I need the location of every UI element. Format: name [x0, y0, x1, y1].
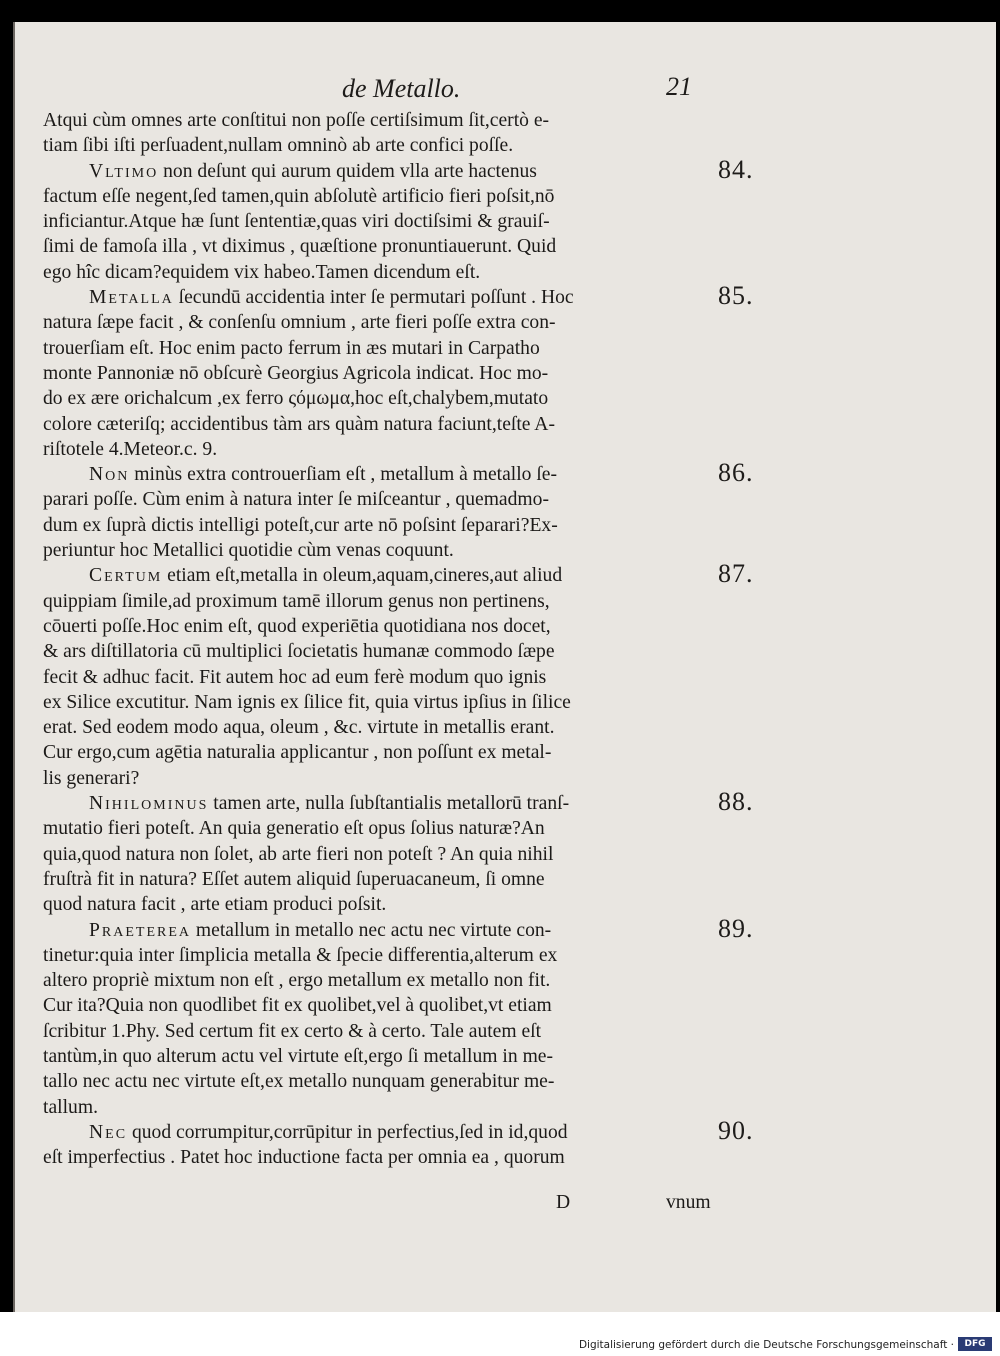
- line-text: tiam ſibi iſti perſuadent,nullam omninò ab arte confici poſſe.: [43, 135, 514, 157]
- line-text: parari poſſe. Cùm enim à natura inter ſe miſceantur , quemadmo-: [43, 489, 549, 511]
- body-text: [43, 108, 723, 1170]
- text-line: [43, 867, 723, 892]
- line-text: tamen arte, nulla ſubſtantialis metallorū tranſ-: [208, 793, 570, 815]
- line-text: inficiantur.Atque hæ ſunt ſententiæ,quas viri doctiſsimi & grauiſ-: [43, 211, 550, 233]
- line-text: etiam eſt,metalla in oleum,aquam,cineres,aut aliud: [162, 565, 563, 587]
- line-text: monte Pannoniæ nō obſcurè Georgius Agricola indicat. Hoc mo-: [43, 362, 549, 384]
- line-text: dum ex ſuprà dictis intelligi poteſt,cur arte nō poſsint ſeparari?Ex-: [43, 514, 558, 536]
- paragraph: [43, 108, 723, 159]
- running-head: de Metallo.: [342, 74, 461, 103]
- line-text: erat. Sed eodem modo aqua, oleum , &c. virtute in metallis erant.: [43, 717, 555, 739]
- paragraph-lead-word: Nihilominus: [89, 793, 209, 815]
- line-text: ex Silice excutitur. Nam ignis ex ſilice fit, quia virtus ipſius in ſilice: [43, 691, 571, 713]
- signature-mark: D: [556, 1192, 571, 1213]
- paragraph-number: 90.: [718, 1116, 754, 1145]
- paragraph-number: 86.: [718, 458, 754, 488]
- text-line: [43, 791, 723, 816]
- text-line: [43, 1145, 723, 1170]
- text-line: [43, 715, 723, 740]
- line-text: metallum in metallo nec actu nec virtute con-: [191, 919, 552, 941]
- line-text: tallo nec actu nec virtute eſt,ex metallo nunquam generabitur me-: [43, 1071, 555, 1093]
- text-line: [43, 361, 723, 386]
- line-text: fecit & adhuc facit. Fit autem hoc ad eum ferè modum quo ignis: [43, 666, 547, 688]
- paragraph-lead-word: Certum: [89, 565, 163, 587]
- line-text: ſecundū accidentia inter ſe permutari poſſunt . Hoc: [173, 287, 574, 309]
- text-line: [43, 1044, 723, 1069]
- line-text: eſt imperfectius . Patet hoc inductione facta per omnia ea , quorum: [43, 1147, 565, 1169]
- line-text: riſtotele 4.Meteor.c. 9.: [43, 438, 218, 460]
- text-line: [43, 918, 723, 943]
- line-text: Cur ergo,cum agētia naturalia applicantur , non poſſunt ex metal-: [43, 742, 552, 764]
- text-line: [43, 1120, 723, 1145]
- paragraph: [43, 462, 723, 563]
- paragraph-lead-word: Metalla: [89, 287, 174, 309]
- paragraph-lead-word: Nec: [89, 1121, 128, 1143]
- line-text: colore cæteriſq; accidentibus tàm ars quàm natura faciunt,teſte A-: [43, 413, 555, 435]
- paragraph: [43, 1120, 723, 1171]
- paragraph-number: 87.: [718, 559, 754, 589]
- text-line: [43, 1069, 723, 1094]
- text-line: [43, 740, 723, 765]
- funding-credit: Digitalisierung gefördert durch die Deutsche Forschungsgemeinschaft ·: [578, 1339, 954, 1351]
- text-line: [43, 310, 723, 335]
- line-text: lis generari?: [43, 767, 140, 789]
- line-text: mutatio fieri poteſt. An quia generatio eſt opus ſolius naturæ?An: [43, 818, 545, 840]
- line-text: natura ſæpe facit , & conſenſu omnium , arte fieri poſſe extra con-: [43, 312, 556, 334]
- line-text: ego hîc dicam?equidem vix habeo.Tamen dicendum eſt.: [43, 261, 481, 283]
- text-line: [43, 1095, 723, 1120]
- paragraph: [43, 791, 723, 917]
- text-line: [43, 892, 723, 917]
- text-line: [43, 943, 723, 968]
- paragraph-lead-word: Non: [89, 464, 130, 486]
- text-line: [43, 336, 723, 361]
- text-line: [43, 1019, 723, 1044]
- text-line: [43, 563, 723, 588]
- paragraph: [43, 918, 723, 1120]
- paragraph: [43, 159, 723, 285]
- text-line: [43, 462, 723, 487]
- line-text: Cur ita?Quia non quodlibet fit ex quolibet,vel à quolibet,vt etiam: [43, 995, 552, 1017]
- paragraph-number: 84.: [718, 154, 754, 184]
- line-text: trouerſiam eſt. Hoc enim pacto ferrum in æs mutari in Carpatho: [43, 337, 540, 359]
- text-line: [43, 665, 723, 690]
- line-text: quod natura facit , arte etiam produci poſsit.: [43, 894, 387, 916]
- paragraph-lead-word: Vltimo: [89, 160, 159, 182]
- paragraph: [43, 563, 723, 791]
- line-text: quod corrumpitur,corrūpitur in perfectius,ſed in id,quod: [127, 1121, 568, 1143]
- text-line: [43, 816, 723, 841]
- line-text: fruſtrà fit in natura? Eſſet autem aliquid ſuperuacaneum, ſi omne: [43, 868, 545, 890]
- line-text: quippiam ſimile,ad proximum tamē illorum genus non pertinens,: [43, 590, 550, 612]
- text-line: [43, 690, 723, 715]
- text-line: [43, 184, 723, 209]
- line-text: non deſunt qui aurum quidem vlla arte hactenus: [158, 160, 537, 182]
- text-line: [43, 437, 723, 462]
- line-text: ſimi de famoſa illa , vt diximus , quæſtione pronuntiauerunt. Quid: [43, 236, 557, 258]
- line-text: altero propriè mixtum non eſt , ergo metallum ex metallo non fit.: [43, 970, 551, 992]
- line-text: tantùm,in quo alterum actu vel virtute eſt,ergo ſi metallum in me-: [43, 1045, 554, 1067]
- text-line: [43, 968, 723, 993]
- text-line: [43, 234, 723, 259]
- text-line: [43, 159, 723, 184]
- text-line: [43, 993, 723, 1018]
- line-text: & ars diſtillatoria cū multiplici ſocietatis humanæ commodo ſæpe: [43, 641, 555, 663]
- text-line: [43, 133, 723, 158]
- text-line: [43, 108, 723, 133]
- paragraph-lead-word: Praeterea: [89, 919, 192, 941]
- text-line: [43, 513, 723, 538]
- line-text: quia,quod natura non ſolet, ab arte fieri non poteſt ? An quia nihil: [43, 843, 554, 865]
- line-text: factum eſſe negent,ſed tamen,quin abſolutè artificio fieri poſsit,nō: [43, 185, 555, 207]
- text-line: [43, 285, 723, 310]
- text-line: [43, 614, 723, 639]
- paragraph-number: 85.: [718, 281, 754, 311]
- text-line: [43, 639, 723, 664]
- text-line: [43, 538, 723, 563]
- line-text: ſcribitur 1.Phy. Sed certum fit ex certo & à certo. Tale autem eſt: [43, 1020, 542, 1042]
- dfg-logo: DFG: [958, 1337, 992, 1351]
- line-text: tinetur:quia inter ſimplicia metalla & ſpecie differentia,alterum ex: [43, 944, 558, 966]
- text-line: [43, 209, 723, 234]
- paragraph-number: 89.: [718, 913, 754, 943]
- text-line: [43, 766, 723, 791]
- text-line: [43, 842, 723, 867]
- line-text: minùs extra controuerſiam eſt , metallum à metallo ſe-: [129, 464, 558, 486]
- paragraph: [43, 285, 723, 462]
- text-line: [43, 386, 723, 411]
- paragraph-number: 88.: [718, 787, 754, 817]
- line-text: tallum.: [43, 1096, 98, 1118]
- line-text: cōuerti poſſe.Hoc enim eſt, quod experiētia quotidiana nos docet,: [43, 615, 551, 637]
- text-line: [43, 487, 723, 512]
- text-line: [43, 412, 723, 437]
- text-line: [43, 260, 723, 285]
- line-text: periuntur hoc Metallici quotidie cùm venas coquunt.: [43, 540, 454, 562]
- line-text: do ex ære orichalcum ,ex ferro ςόμωμα,hoc eſt,chalybem,mutato: [43, 388, 549, 410]
- page-number: 21: [666, 72, 692, 101]
- line-text: Atqui cùm omnes arte conſtitui non poſſe certiſsimum ſit,certò e-: [43, 110, 550, 131]
- footer-bar: [0, 1312, 1000, 1356]
- catchword: vnum: [666, 1192, 711, 1213]
- text-line: [43, 589, 723, 614]
